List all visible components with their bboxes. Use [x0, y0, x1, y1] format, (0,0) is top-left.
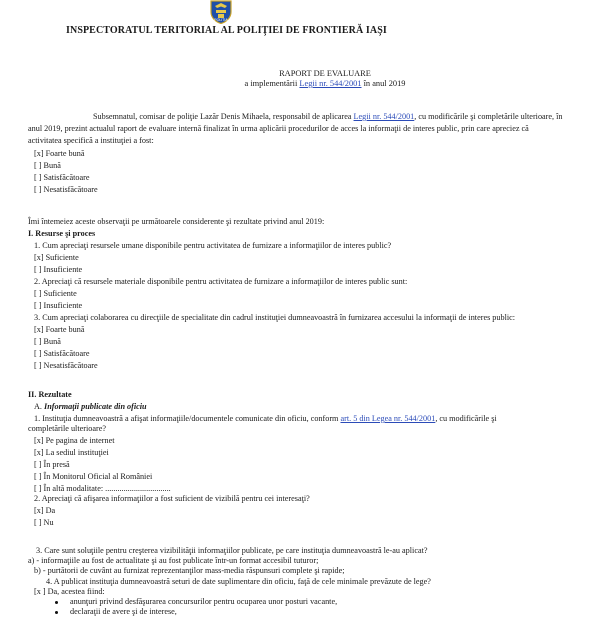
svg-text:POLITIA: POLITIA	[214, 18, 228, 22]
checkbox-option: [x] Suficiente	[34, 253, 79, 262]
checkbox-option: [ ] Bună	[34, 161, 61, 170]
answer-line: b) - purtătorii de cuvânt au furnizat reprezentanţilor mass-media răspunsuri complete şi rapide;	[34, 566, 345, 575]
answer-line: a) - informaţiile au fost de actualitate şi au fost publicate într-un format accesibil tuturor;	[28, 556, 319, 565]
list-item: anunţuri privind desfăşurarea concursurilor pentru ocuparea unor posturi vacante,	[70, 597, 338, 606]
checkbox-option: [ ] Bună	[34, 337, 61, 346]
question: 3. Cum apreciaţi colaborarea cu direcţiile de specialitate din cadrul instituţiei dumneavoastră în furnizarea accesului la informaţii de interes public:	[34, 313, 516, 322]
bullet-icon	[55, 611, 58, 614]
checkbox-option: [ ] Insuficiente	[34, 301, 83, 310]
checkbox-option: [ ] Nesatisfăcătoare	[34, 361, 98, 370]
question: 1. Instituţia dumneavoastră a afişat informaţiile/documentele comunicate din oficiu, conform art. 5 din Legea nr. 544/2001, cu modificările şi	[34, 414, 497, 423]
subsection-heading: A. Informaţii publicate din oficiu	[34, 402, 147, 411]
question-continuation: completările ulterioare?	[28, 424, 106, 433]
checkbox-option: [x] Da	[34, 506, 56, 515]
report-subtitle: a implementării Legii nr. 544/2001 în anul 2019	[244, 79, 406, 88]
question: 1. Cum apreciaţi resursele umane disponibile pentru activitatea de furnizare a informaţiilor de interes public?	[34, 241, 392, 250]
checkbox-option: [ ] În altă modalitate: ................................	[34, 484, 171, 493]
checkbox-option: [ ] Satisfăcătoare	[34, 349, 90, 358]
checkbox-option: [ ] Nu	[34, 518, 54, 527]
intro-line-2: anul 2019, prezint actualul raport de evaluare internă finalizat în urma aplicării procedurilor de acces la informaţii de interes public, prin care apreciez că	[28, 124, 529, 133]
considerations-text: Îmi întemeiez aceste observaţii pe următoarele considerente şi rezultate privind anul 2019:	[28, 217, 325, 226]
question: 2. Apreciaţi că afişarea informaţiilor a fost suficient de vizibilă pentru cei interesaţi?	[34, 494, 310, 503]
institution-name: INSPECTORATUL TERITORIAL AL POLIŢIEI DE FRONTIERĂ IAŞI	[66, 25, 387, 36]
police-crest-icon	[208, 0, 234, 24]
checkbox-option: [ ] Suficiente	[34, 289, 77, 298]
question: 2. Apreciaţi că resursele materiale disponibile pentru activitatea de furnizare a informaţiilor de interes public sunt:	[34, 277, 408, 286]
law-article-link[interactable]: art. 5 din Legea nr. 544/2001	[340, 414, 436, 423]
question: 4. A publicat instituţia dumneavoastră seturi de date suplimentare din oficiu, faţă de cele minimale prevăzute de lege?	[46, 577, 431, 586]
checkbox-option: [x] Foarte bună	[34, 149, 85, 158]
question: 3. Care sunt soluţiile pentru creşterea vizibilităţii informaţiilor publicate, pe care instituţia dumneavoastră le-au aplicat?	[36, 546, 428, 555]
checkbox-option: [ ] Insuficiente	[34, 265, 83, 274]
list-item: declaraţii de avere şi de interese,	[70, 607, 177, 616]
law-link[interactable]: Legii nr. 544/2001	[299, 79, 362, 88]
checkbox-option: [ ] În presă	[34, 460, 70, 469]
intro-line-3: activitatea specifică a instituţiei a fost:	[28, 136, 154, 145]
checkbox-option: [x] La sediul instituţiei	[34, 448, 109, 457]
checkbox-option: [ ] În Monitorul Oficial al României	[34, 472, 153, 481]
section-heading: II. Rezultate	[28, 390, 72, 399]
checkbox-option: [x] Pe pagina de internet	[34, 436, 115, 445]
report-title: RAPORT DE EVALUARE	[279, 69, 371, 78]
checkbox-option: [x] Foarte bună	[34, 325, 85, 334]
checkbox-option: [ ] Satisfăcătoare	[34, 173, 90, 182]
section-heading: I. Resurse şi proces	[28, 229, 96, 238]
law-link[interactable]: Legii nr. 544/2001	[353, 112, 415, 121]
bullet-icon	[55, 601, 58, 604]
checkbox-option: [x ] Da, acestea fiind:	[34, 587, 105, 596]
checkbox-option: [ ] Nesatisfăcătoare	[34, 185, 98, 194]
intro-line-1: Subsemnatul, comisar de poliţie Lazăr Denis Mihaela, responsabil de aplicarea Legii nr. 544/2001, cu modificările şi completările ulterioare, în	[93, 112, 563, 121]
